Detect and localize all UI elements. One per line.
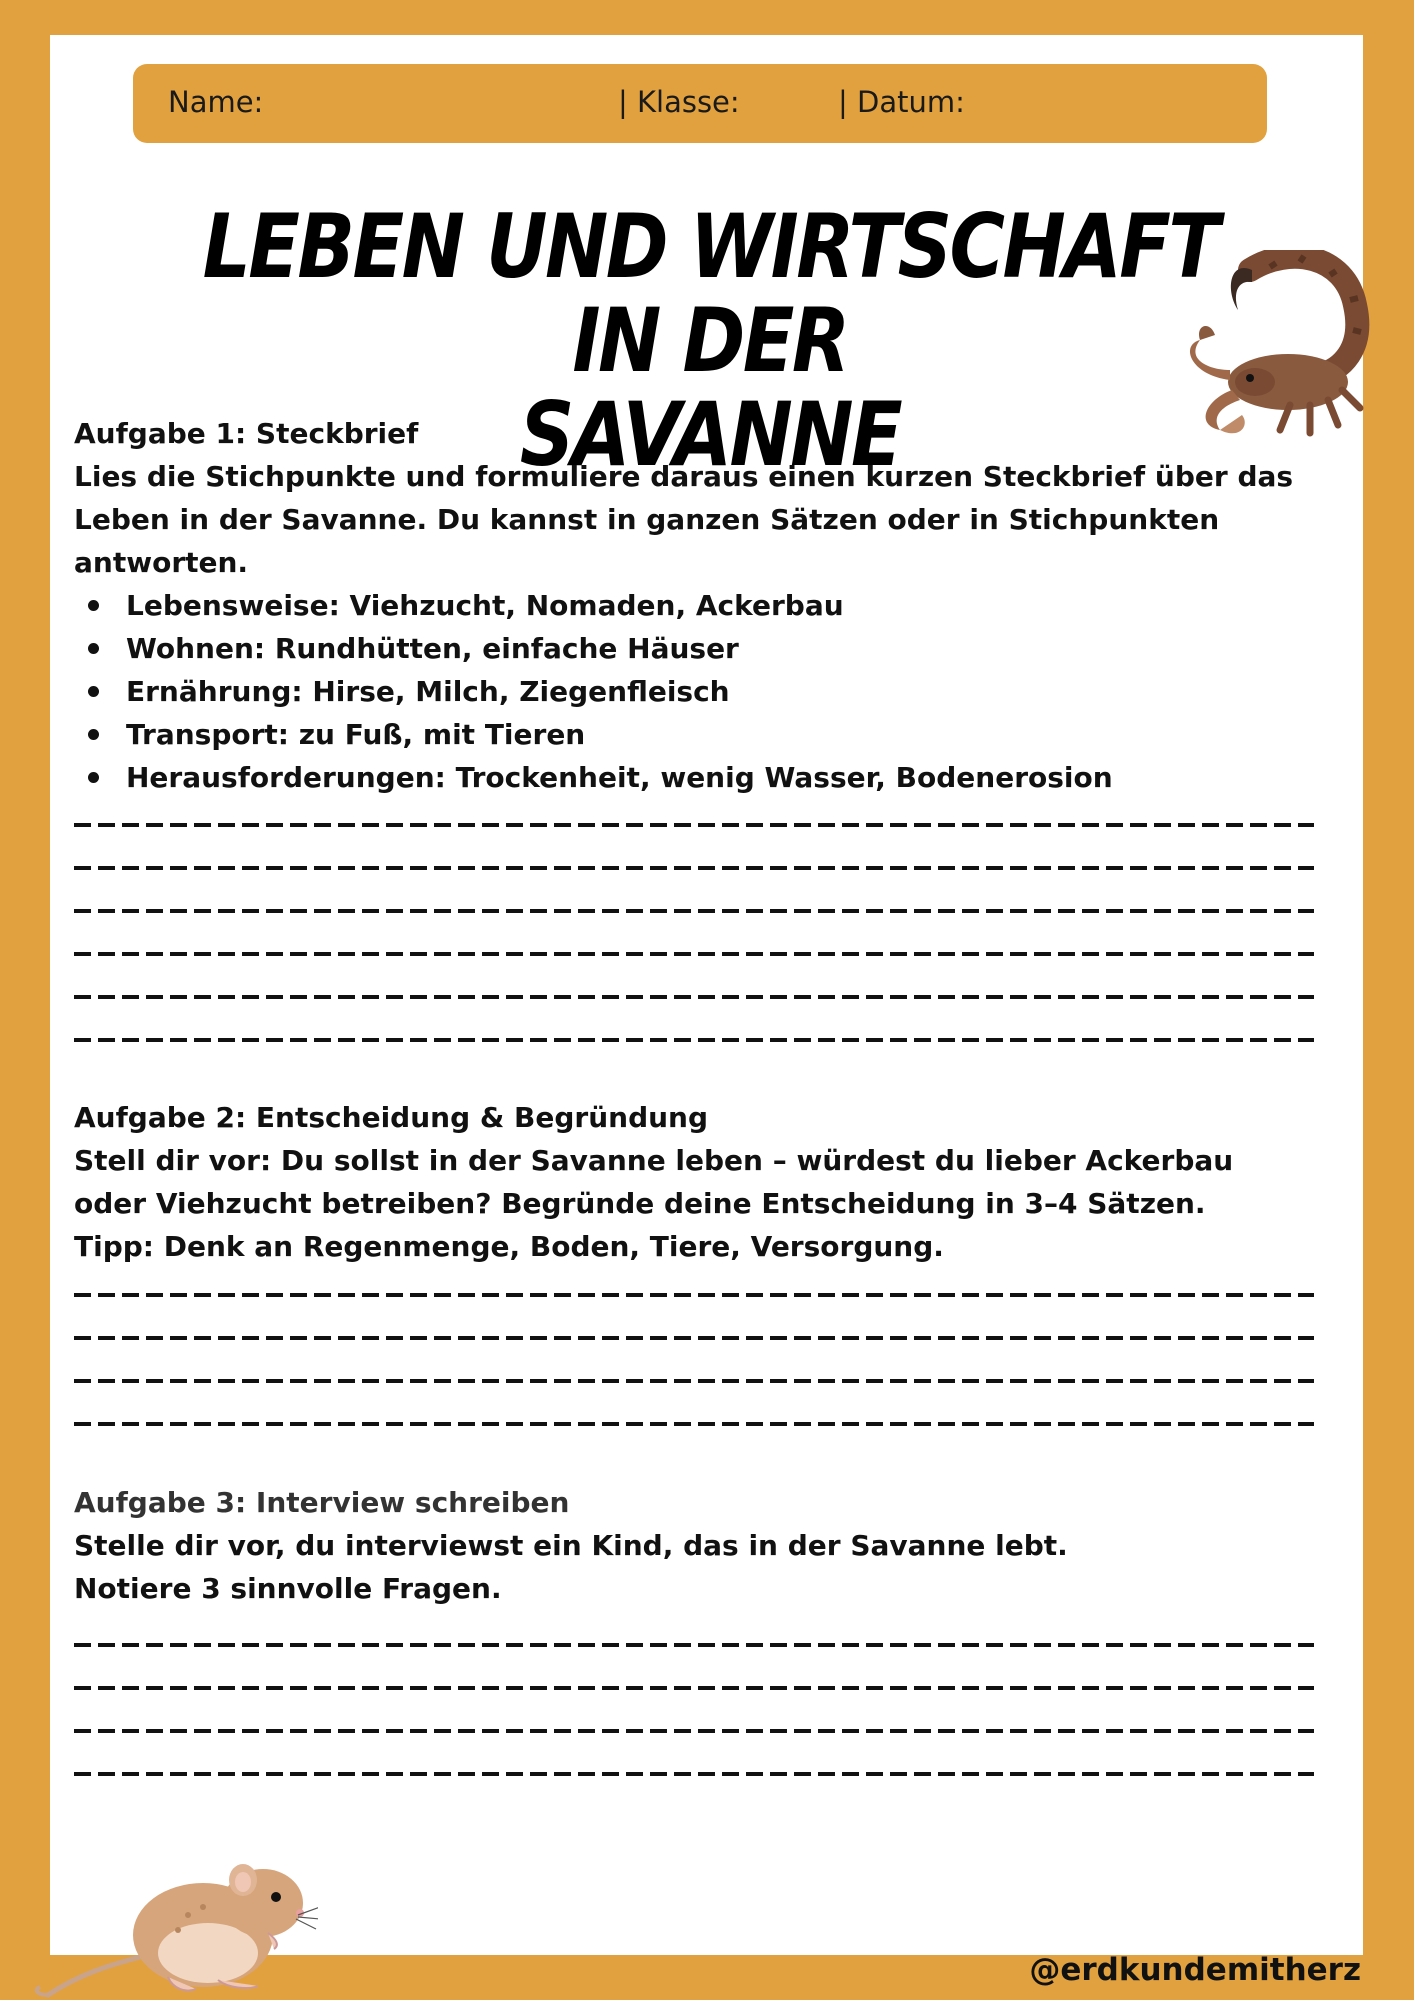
name-label: Name: bbox=[168, 85, 264, 119]
task-2 bbox=[74, 1096, 1314, 1268]
class-label: | Klasse: bbox=[618, 85, 740, 119]
task-3 bbox=[74, 1481, 1314, 1610]
answer-line bbox=[74, 1772, 1314, 1776]
task-2-answer-lines bbox=[74, 1293, 1314, 1465]
answer-line bbox=[74, 823, 1314, 827]
answer-line bbox=[74, 995, 1314, 999]
answer-line bbox=[74, 1038, 1314, 1042]
answer-line bbox=[74, 1643, 1314, 1647]
title-line-2: SAVANNE bbox=[519, 383, 901, 486]
answer-line bbox=[74, 866, 1314, 870]
answer-line bbox=[74, 1336, 1314, 1340]
task-3-answer-lines bbox=[74, 1643, 1314, 1815]
bullet-item: Wohnen: Rundhütten, einfache Häuser bbox=[74, 627, 1314, 670]
answer-line bbox=[74, 909, 1314, 913]
task-2-heading: Aufgabe 2: Entscheidung & Begründung bbox=[74, 1101, 709, 1134]
task-1 bbox=[74, 412, 1314, 799]
answer-line bbox=[74, 1686, 1314, 1690]
bullet-item: Transport: zu Fuß, mit Tieren bbox=[74, 713, 1314, 756]
answer-line bbox=[74, 952, 1314, 956]
student-info-bar bbox=[133, 64, 1267, 143]
bullet-item: Ernährung: Hirse, Milch, Ziegenfleisch bbox=[74, 670, 1314, 713]
task-3-heading: Aufgabe 3: Interview schreiben bbox=[74, 1486, 570, 1519]
answer-line bbox=[74, 1293, 1314, 1297]
title-line-1: LEBEN UND WIRTSCHAFT IN DER bbox=[202, 195, 1218, 392]
bullet-item: Lebensweise: Viehzucht, Nomaden, Ackerbau bbox=[74, 584, 1314, 627]
bullet-item: Herausforderungen: Trockenheit, wenig Wasser, Bodenerosion bbox=[74, 756, 1314, 799]
task-3-instruction-1: Stelle dir vor, du interviewst ein Kind, das in der Savanne lebt. bbox=[74, 1529, 1068, 1562]
task-3-instruction-2: Notiere 3 sinnvolle Fragen. bbox=[74, 1572, 502, 1605]
author-handle: @erdkundemitherz bbox=[1029, 1952, 1361, 1988]
task-2-instruction: Stell dir vor: Du sollst in der Savanne leben – würdest du lieber Ackerbau oder Viehzucht betreiben? Begründe deine Entscheidung in 3–4 Sätzen. bbox=[74, 1144, 1234, 1220]
task-1-instruction: Lies die Stichpunkte und formuliere daraus einen kurzen Steckbrief über das Leben in der Savanne. Du kannst in ganzen Sätzen oder in Stichpunkten antworten. bbox=[74, 460, 1294, 579]
answer-line bbox=[74, 1729, 1314, 1733]
date-label: | Datum: bbox=[838, 85, 965, 119]
answer-line bbox=[74, 1422, 1314, 1426]
task-1-bullet-list bbox=[74, 584, 1314, 799]
task-1-heading: Aufgabe 1: Steckbrief bbox=[74, 417, 419, 450]
task-2-tip: Tipp: Denk an Regenmenge, Boden, Tiere, Versorgung. bbox=[74, 1230, 944, 1263]
rodent-icon bbox=[28, 1835, 318, 2000]
task-1-answer-lines bbox=[74, 823, 1314, 1081]
answer-line bbox=[74, 1379, 1314, 1383]
